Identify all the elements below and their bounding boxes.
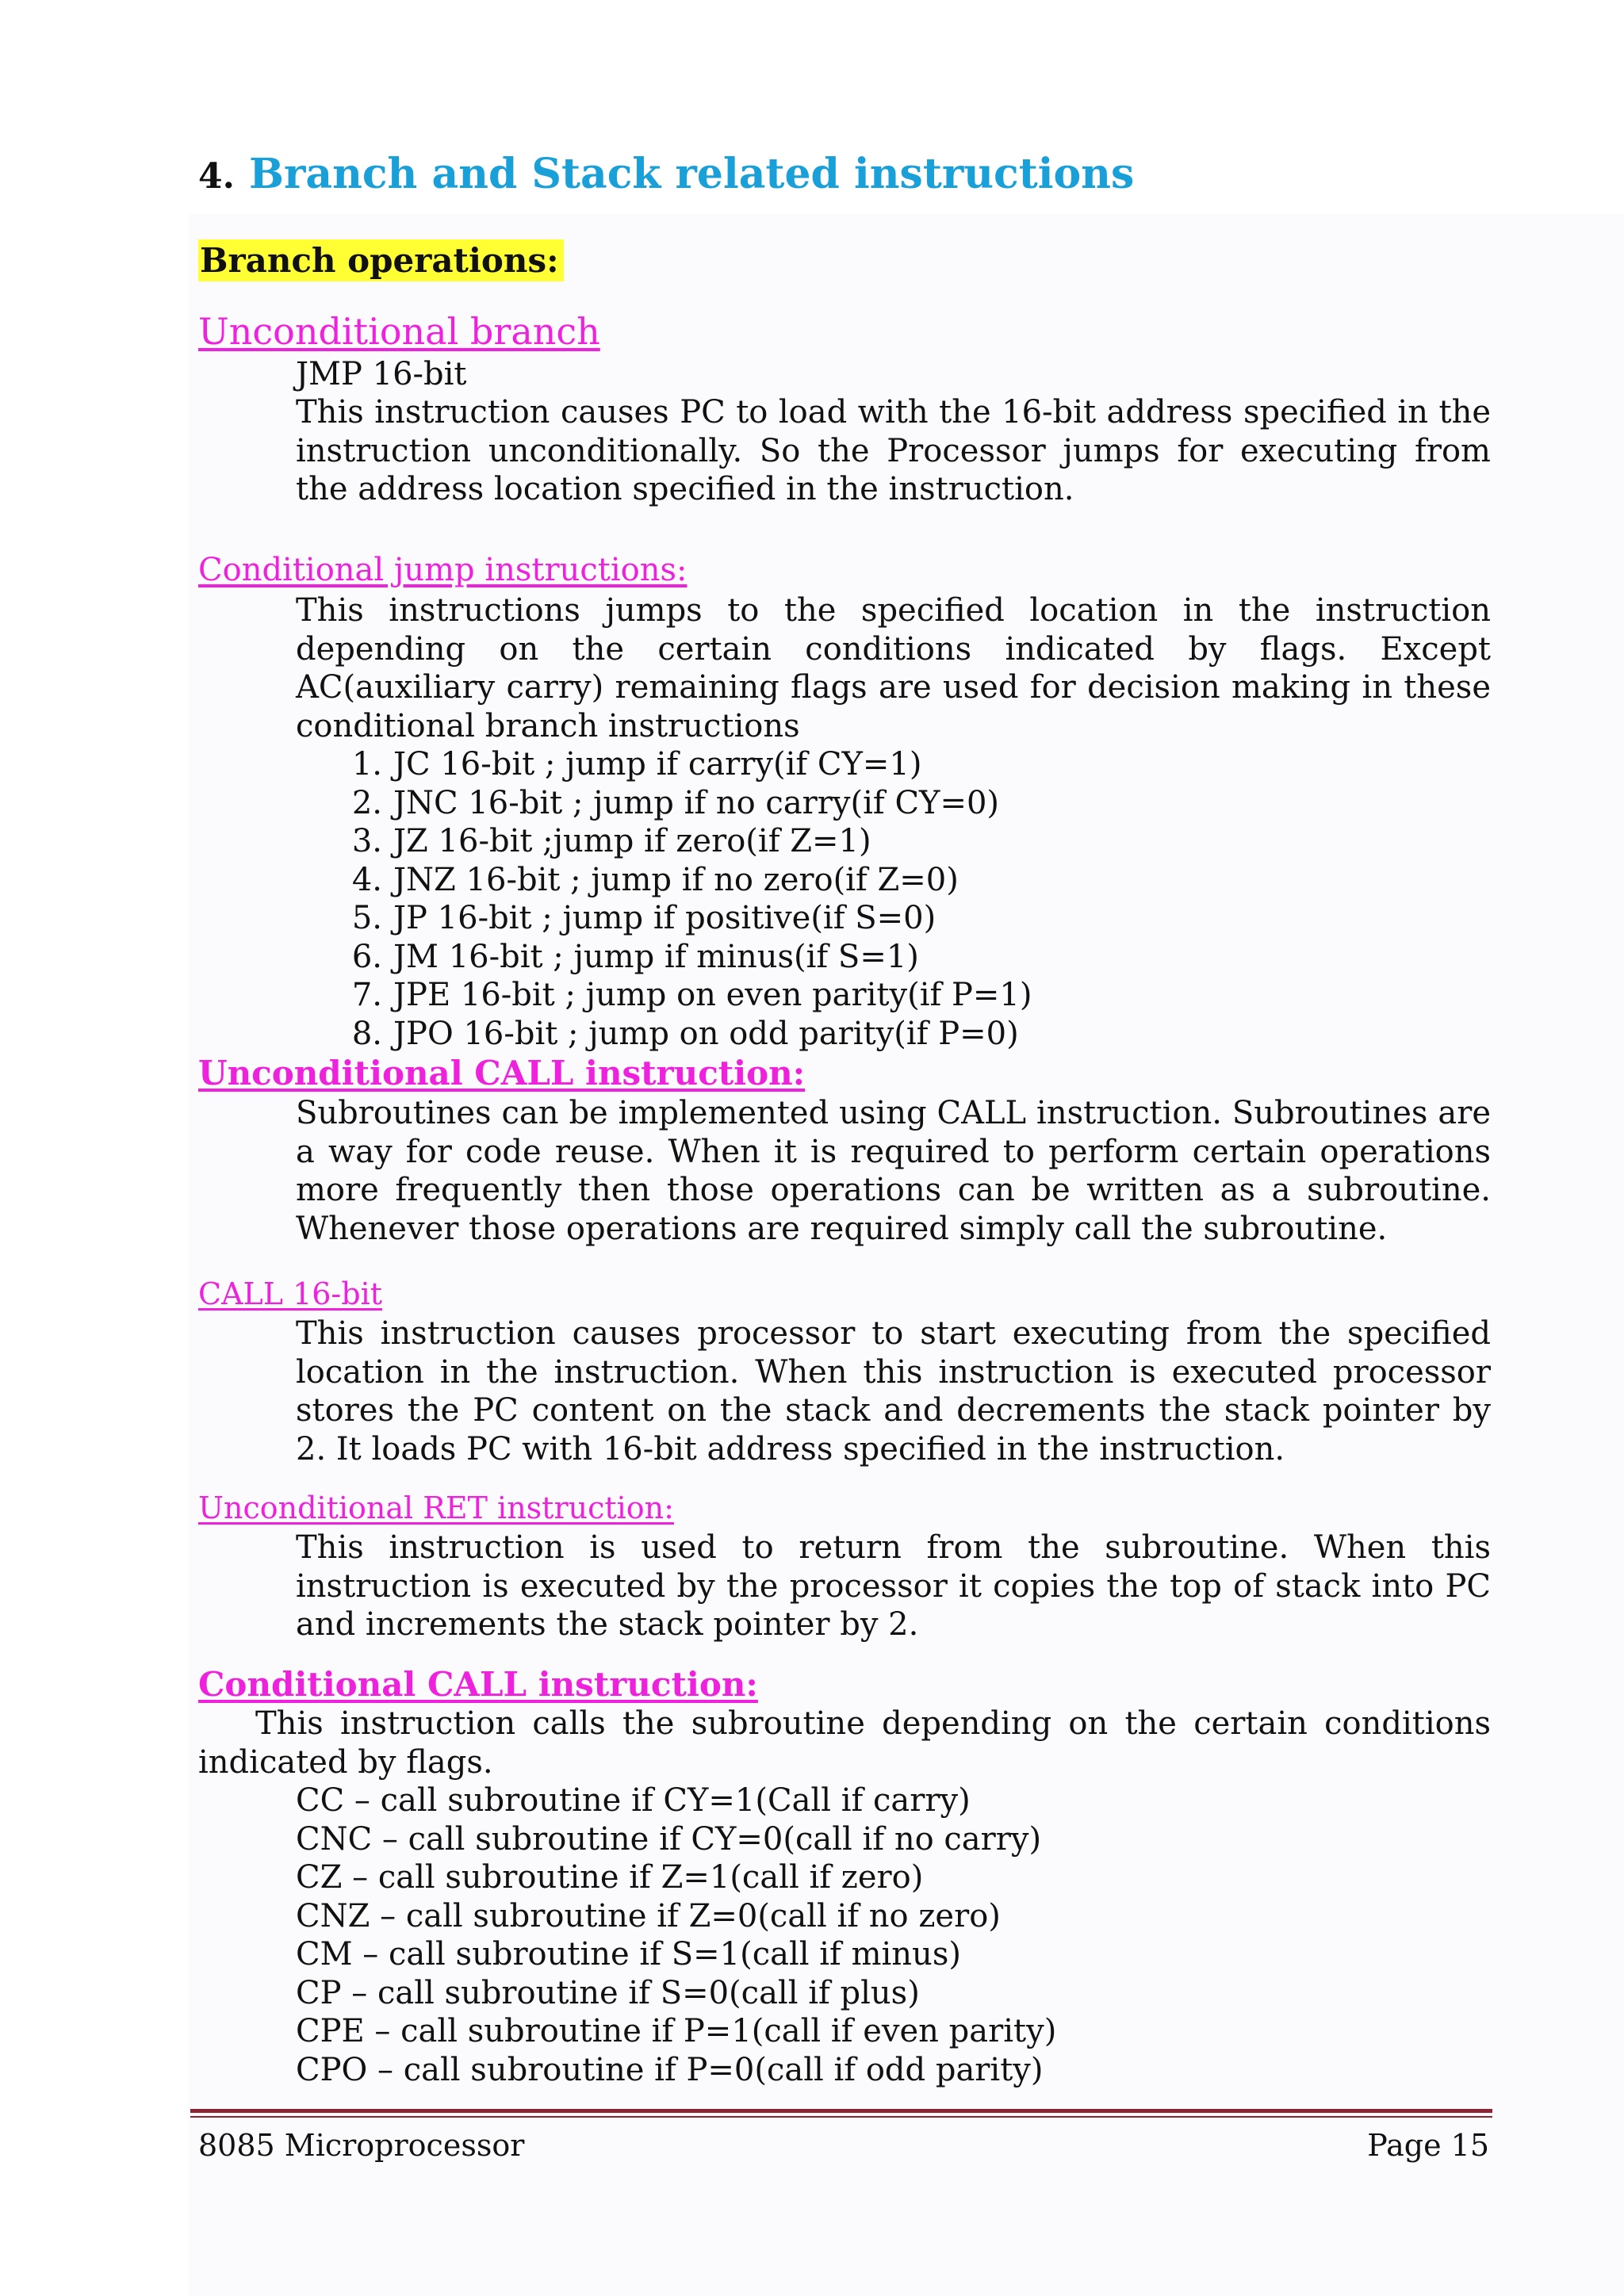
jump-list-text: JZ 16-bit ;jump if zero(if Z=1): [393, 823, 871, 859]
jump-list-text: JNC 16-bit ; jump if no carry(if CY=0): [393, 784, 1000, 821]
conditional-call-item: CNZ – call subroutine if Z=0(call if no zero): [296, 1897, 1001, 1934]
jump-list-number: 6.: [351, 938, 382, 975]
jump-list-text: JM 16-bit ; jump if minus(if S=1): [393, 938, 919, 975]
conditional-jump-description: This instructions jumps to the specified location in the instruction depending on the certain conditions indicated by flags. Except AC(auxiliary carry) remaining flags are used for decision making in these conditional branch instructions: [296, 592, 1491, 744]
jump-list-text: JPE 16-bit ; jump on even parity(if P=1): [393, 977, 1032, 1013]
footer-rule-thick: [190, 2109, 1492, 2113]
conditional-call-description: This instruction calls the subroutine depending on the certain conditions indicated by flags.: [198, 1705, 1491, 1781]
unconditional-call-heading: Unconditional CALL instruction:: [198, 1054, 806, 1093]
jump-list-number: 7.: [351, 977, 382, 1013]
jump-list-number: 1.: [351, 746, 382, 783]
conditional-call-item: CP – call subroutine if S=0(call if plus): [296, 1974, 920, 2011]
footer-left: 8085 Microprocessor: [198, 2128, 525, 2163]
conditional-jump-heading: Conditional jump instructions:: [198, 552, 688, 588]
jump-list-number: 5.: [351, 900, 382, 936]
jump-list-item: [351, 861, 1491, 900]
section-heading: [198, 149, 1491, 202]
ret-description: This instruction is used to return from the subroutine. When this instruction is executed by the processor it copies the top of stack into PC and increments the stack pointer by 2.: [296, 1529, 1491, 1643]
jump-list-number: 4.: [351, 861, 382, 898]
footer-rule-thin: [190, 2116, 1492, 2118]
jump-list-item: [351, 899, 1491, 938]
unconditional-branch-heading: Unconditional branch: [198, 310, 600, 353]
conditional-call-list: [296, 1781, 1491, 2089]
call16-description: This instruction causes processor to start executing from the specified location in the instruction. When this instruction is executed processor stores the PC content on the stack and decrements the stack pointer by 2. It loads PC with 16-bit address specified in the instruction.: [296, 1315, 1491, 1468]
jump-list-item: [351, 938, 1491, 977]
jump-list-container: [351, 745, 1491, 1053]
jump-list-item: [351, 1015, 1491, 1054]
section-number: 4.: [198, 156, 235, 197]
conditional-call-item: CNC – call subroutine if CY=0(call if no carry): [296, 1820, 1042, 1858]
jump-list-item: [351, 745, 1491, 784]
section-title: Branch and Stack related instructions: [249, 150, 1135, 198]
ret-heading: Unconditional RET instruction:: [198, 1490, 674, 1525]
jump-list-item: [351, 976, 1491, 1015]
conditional-call-item: CPO – call subroutine if P=0(call if odd parity): [296, 2051, 1044, 2088]
branch-operations-label: Branch operations:: [198, 239, 564, 281]
jump-list: [351, 745, 1491, 1053]
jump-list-text: JPO 16-bit ; jump on odd parity(if P=0): [393, 1015, 1019, 1052]
jmp-syntax: JMP 16-bit: [296, 356, 467, 392]
jump-list-item: [351, 784, 1491, 823]
call16-heading: CALL 16-bit: [198, 1276, 383, 1311]
jump-list-number: 2.: [351, 784, 382, 821]
branch-operations-label-row: [198, 238, 1491, 291]
conditional-call-item: CC – call subroutine if CY=1(Call if carry): [296, 1782, 971, 1819]
unconditional-call-description: Subroutines can be implemented using CALL instruction. Subroutines are a way for code reuse. When it is required to perform certain operations more frequently then those operations can be written as a subroutine. Whenever those operations are required simply call the subroutine.: [296, 1095, 1491, 1247]
jump-list-text: JC 16-bit ; jump if carry(if CY=1): [393, 746, 922, 783]
jump-list-number: 8.: [351, 1015, 382, 1052]
jmp-description: This instruction causes PC to load with the 16-bit address specified in the instruction unconditionally. So the Processor jumps for executing from the address location specified in the instruction.: [296, 394, 1491, 507]
jump-list-number: 3.: [351, 823, 382, 859]
jump-list-text: JP 16-bit ; jump if positive(if S=0): [393, 900, 936, 936]
jump-list-item: [351, 822, 1491, 861]
footer-page-number: Page 15: [1367, 2128, 1489, 2163]
jump-list-text: JNZ 16-bit ; jump if no zero(if Z=0): [393, 861, 959, 898]
conditional-call-heading: Conditional CALL instruction:: [198, 1665, 758, 1704]
conditional-call-item: CM – call subroutine if S=1(call if minus): [296, 1936, 961, 1973]
conditional-call-item: CPE – call subroutine if P=1(call if even parity): [296, 2013, 1057, 2049]
conditional-call-item: CZ – call subroutine if Z=1(call if zero): [296, 1859, 924, 1896]
